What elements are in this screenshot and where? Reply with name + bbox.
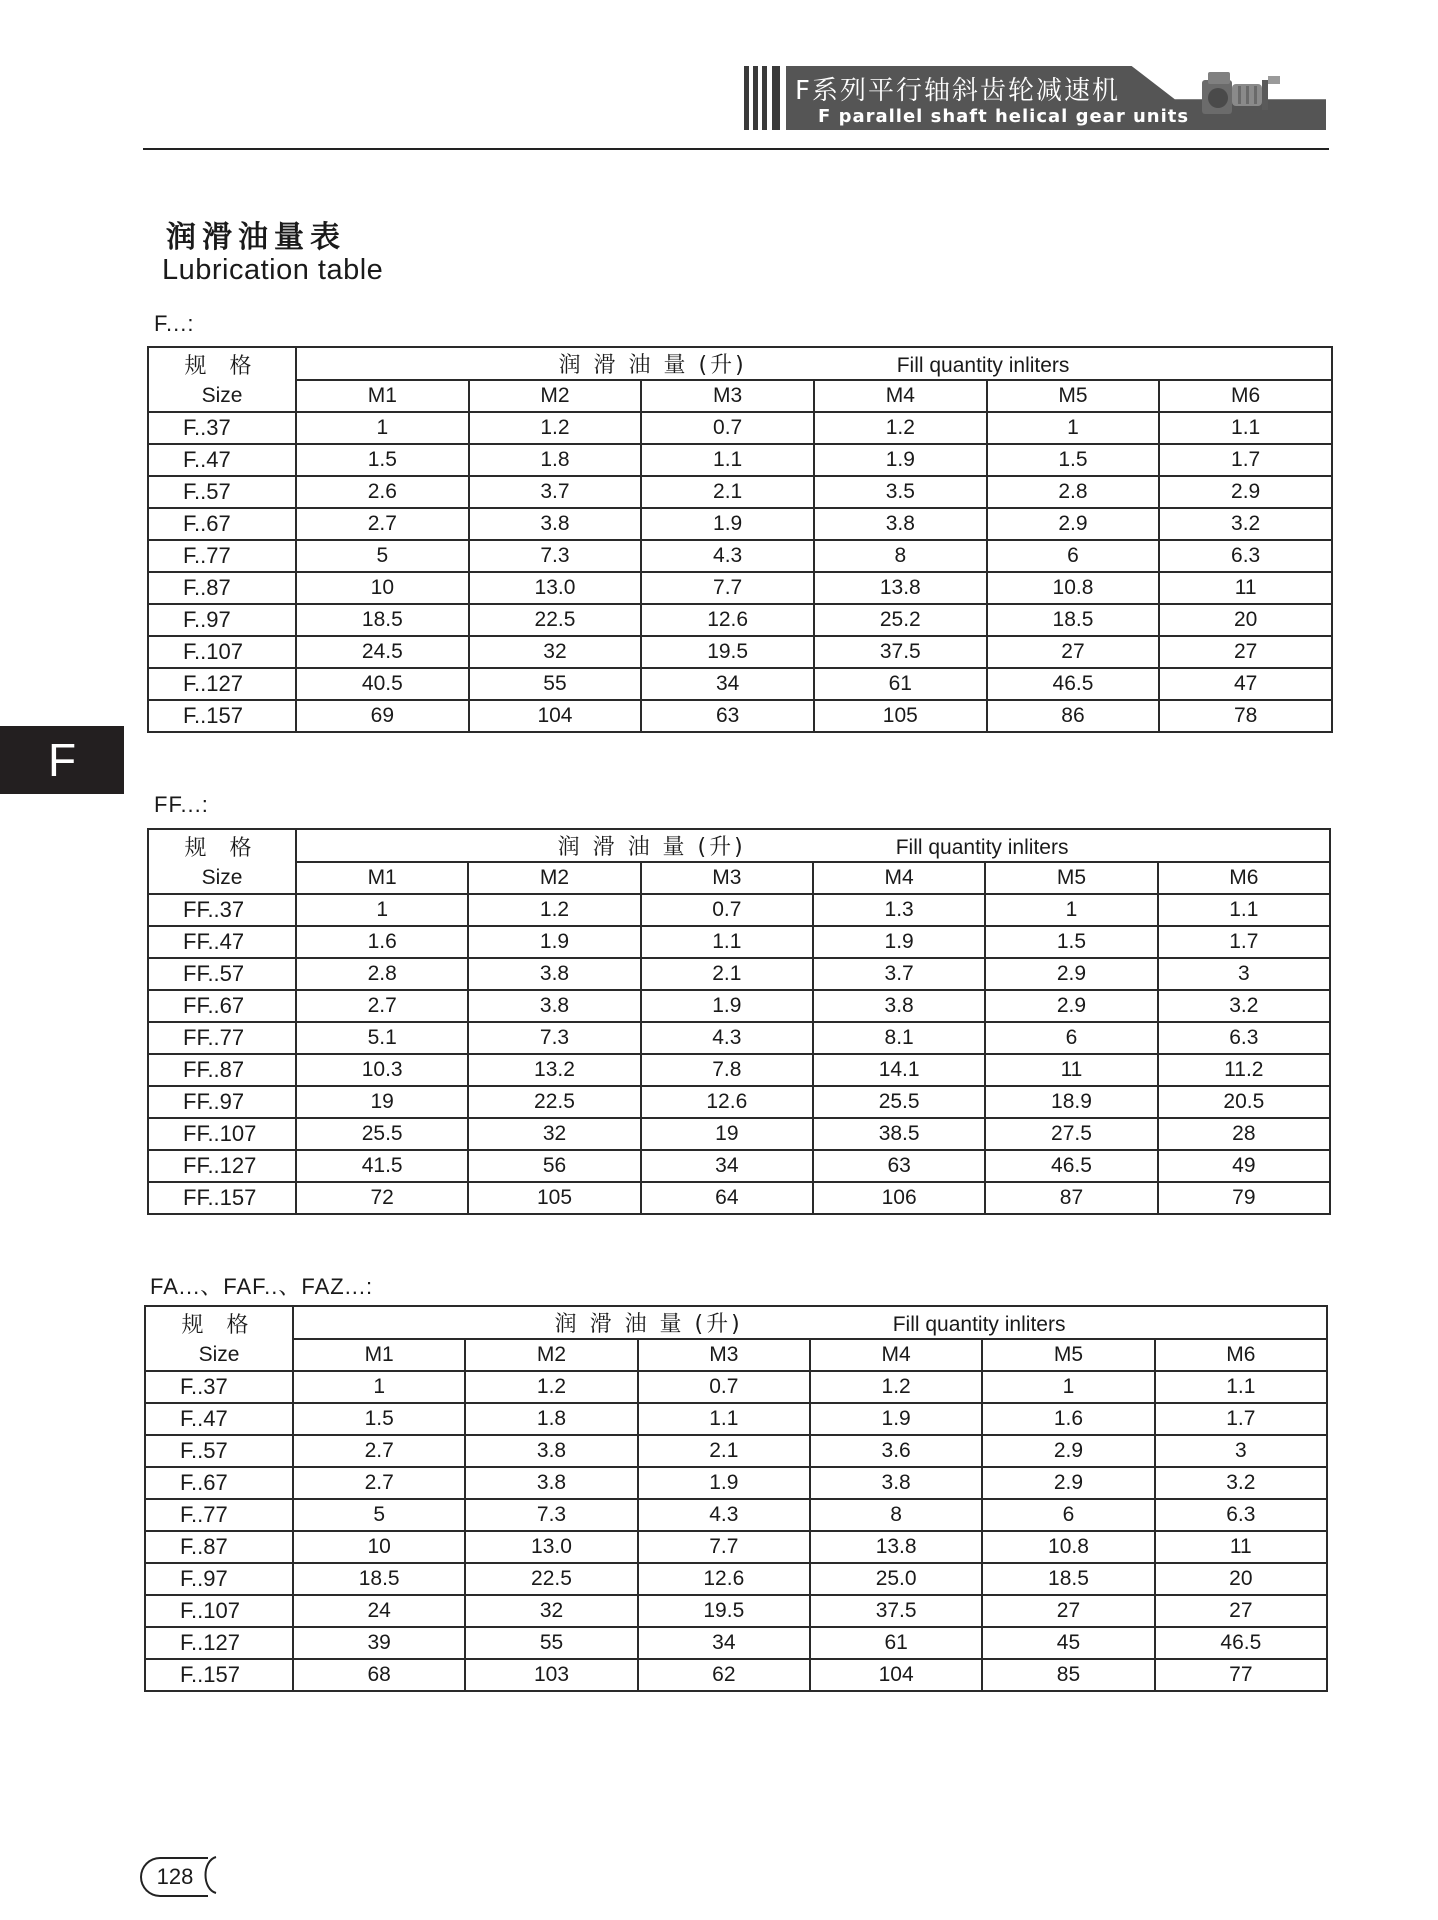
fill-label-cn: 润 滑 油 量 (升)	[557, 835, 746, 860]
size-cell: F..97	[145, 1563, 293, 1595]
column-header-m4: M4	[814, 380, 987, 412]
value-cell: 1.9	[468, 926, 640, 958]
table-column-row	[148, 380, 1332, 412]
value-cell: 1.9	[638, 1467, 810, 1499]
value-cell: 1	[296, 412, 469, 444]
table-row	[148, 1054, 1330, 1086]
value-cell: 12.6	[638, 1563, 810, 1595]
value-cell: 3.8	[810, 1467, 982, 1499]
column-header-m4: M4	[810, 1339, 982, 1371]
value-cell: 1.5	[985, 926, 1157, 958]
value-cell: 1.7	[1159, 444, 1332, 476]
size-cell: FF..47	[148, 926, 296, 958]
value-cell: 3.2	[1159, 508, 1332, 540]
size-header-cell: Size	[148, 862, 296, 894]
value-cell: 34	[641, 1150, 813, 1182]
value-cell: 34	[638, 1627, 810, 1659]
gear-motor-icon	[1198, 62, 1282, 124]
value-cell: 46.5	[985, 1150, 1157, 1182]
value-cell: 1.5	[987, 444, 1160, 476]
value-cell: 1.5	[293, 1403, 465, 1435]
column-header-m1: M1	[293, 1339, 465, 1371]
fill-quantity-header	[296, 829, 1330, 862]
value-cell: 10.3	[296, 1054, 468, 1086]
fill-label-en: Fill quantity inliters	[895, 836, 1069, 859]
value-cell: 2.9	[987, 508, 1160, 540]
value-cell: 3.2	[1155, 1467, 1327, 1499]
value-cell: 7.3	[465, 1499, 637, 1531]
value-cell: 1.8	[469, 444, 642, 476]
table-label-fa: FA...、FAF..、FAZ...:	[150, 1274, 374, 1299]
value-cell: 0.7	[641, 412, 814, 444]
value-cell: 1.2	[814, 412, 987, 444]
size-cell: F..97	[148, 604, 296, 636]
size-cell: F..127	[148, 668, 296, 700]
value-cell: 3.7	[813, 958, 985, 990]
value-cell: 77	[1155, 1659, 1327, 1691]
column-header-m6: M6	[1159, 380, 1332, 412]
value-cell: 2.6	[296, 476, 469, 508]
value-cell: 11	[985, 1054, 1157, 1086]
header-rule	[143, 148, 1329, 150]
value-cell: 3.8	[468, 990, 640, 1022]
value-cell: 37.5	[810, 1595, 982, 1627]
size-cell: F..157	[148, 700, 296, 732]
value-cell: 4.3	[641, 540, 814, 572]
value-cell: 13.2	[468, 1054, 640, 1086]
value-cell: 2.1	[638, 1435, 810, 1467]
size-cell: F..37	[145, 1371, 293, 1403]
size-cell: F..67	[145, 1467, 293, 1499]
table-row	[145, 1595, 1327, 1627]
column-header-m2: M2	[468, 862, 640, 894]
value-cell: 1.2	[465, 1371, 637, 1403]
value-cell: 2.7	[293, 1467, 465, 1499]
value-cell: 3.8	[814, 508, 987, 540]
value-cell: 1.9	[814, 444, 987, 476]
table-header-row	[148, 829, 1330, 862]
value-cell: 1.2	[469, 412, 642, 444]
table-row	[148, 700, 1332, 732]
value-cell: 18.5	[982, 1563, 1154, 1595]
table-row	[148, 1022, 1330, 1054]
value-cell: 63	[641, 700, 814, 732]
value-cell: 18.9	[985, 1086, 1157, 1118]
value-cell: 10.8	[982, 1531, 1154, 1563]
value-cell: 3.8	[465, 1435, 637, 1467]
value-cell: 61	[810, 1627, 982, 1659]
column-header-m1: M1	[296, 380, 469, 412]
value-cell: 7.7	[638, 1531, 810, 1563]
value-cell: 12.6	[641, 604, 814, 636]
header-title-cn: F系列平行轴斜齿轮减速机	[795, 76, 1120, 106]
value-cell: 8	[814, 540, 987, 572]
value-cell: 87	[985, 1182, 1157, 1214]
value-cell: 1.1	[1159, 412, 1332, 444]
value-cell: 4.3	[638, 1499, 810, 1531]
table-row	[148, 508, 1332, 540]
table-row	[145, 1499, 1327, 1531]
value-cell: 13.0	[469, 572, 642, 604]
fill-label-en: Fill quantity inliters	[892, 1313, 1066, 1336]
column-header-m1: M1	[296, 862, 468, 894]
value-cell: 7.7	[641, 572, 814, 604]
value-cell: 3.8	[469, 508, 642, 540]
value-cell: 13.8	[810, 1531, 982, 1563]
value-cell: 40.5	[296, 668, 469, 700]
value-cell: 6.3	[1159, 540, 1332, 572]
table-row	[145, 1371, 1327, 1403]
spec-label-cn: 规 格	[184, 353, 260, 379]
value-cell: 1.1	[1158, 894, 1330, 926]
value-cell: 24.5	[296, 636, 469, 668]
value-cell: 11	[1155, 1531, 1327, 1563]
table-row	[145, 1627, 1327, 1659]
size-cell: FF..37	[148, 894, 296, 926]
value-cell: 105	[814, 700, 987, 732]
table-row	[148, 412, 1332, 444]
lubrication-table-fa	[144, 1305, 1328, 1692]
table-row	[148, 540, 1332, 572]
value-cell: 2.1	[641, 958, 813, 990]
value-cell: 32	[469, 636, 642, 668]
value-cell: 28	[1158, 1118, 1330, 1150]
value-cell: 18.5	[987, 604, 1160, 636]
value-cell: 37.5	[814, 636, 987, 668]
column-header-m5: M5	[985, 862, 1157, 894]
size-cell: FF..57	[148, 958, 296, 990]
value-cell: 63	[813, 1150, 985, 1182]
value-cell: 79	[1158, 1182, 1330, 1214]
value-cell: 2.9	[982, 1435, 1154, 1467]
value-cell: 55	[465, 1627, 637, 1659]
value-cell: 56	[468, 1150, 640, 1182]
table-row	[145, 1563, 1327, 1595]
value-cell: 11	[1159, 572, 1332, 604]
table-row	[145, 1531, 1327, 1563]
value-cell: 2.9	[1159, 476, 1332, 508]
table-label-f: F...:	[154, 311, 195, 336]
value-cell: 6	[987, 540, 1160, 572]
value-cell: 10.8	[987, 572, 1160, 604]
value-cell: 61	[814, 668, 987, 700]
value-cell: 2.9	[985, 958, 1157, 990]
table-row	[145, 1435, 1327, 1467]
value-cell: 78	[1159, 700, 1332, 732]
table-row	[148, 476, 1332, 508]
value-cell: 1.9	[641, 508, 814, 540]
value-cell: 0.7	[638, 1371, 810, 1403]
size-header-cell: Size	[148, 380, 296, 412]
value-cell: 1.6	[982, 1403, 1154, 1435]
value-cell: 7.3	[469, 540, 642, 572]
value-cell: 2.9	[982, 1467, 1154, 1499]
fill-label-en: Fill quantity inliters	[896, 354, 1070, 377]
size-cell: FF..97	[148, 1086, 296, 1118]
value-cell: 1.6	[296, 926, 468, 958]
value-cell: 62	[638, 1659, 810, 1691]
value-cell: 3	[1158, 958, 1330, 990]
size-cell: F..157	[145, 1659, 293, 1691]
value-cell: 6.3	[1155, 1499, 1327, 1531]
value-cell: 41.5	[296, 1150, 468, 1182]
value-cell: 1	[982, 1371, 1154, 1403]
table-row	[148, 636, 1332, 668]
size-cell: F..87	[145, 1531, 293, 1563]
page-title-cn: 润滑油量表	[166, 220, 346, 255]
table-row	[148, 1118, 1330, 1150]
size-cell: F..107	[145, 1595, 293, 1627]
value-cell: 1.2	[468, 894, 640, 926]
value-cell: 2.8	[296, 958, 468, 990]
value-cell: 2.7	[296, 990, 468, 1022]
value-cell: 27	[982, 1595, 1154, 1627]
value-cell: 27.5	[985, 1118, 1157, 1150]
value-cell: 22.5	[469, 604, 642, 636]
value-cell: 103	[465, 1659, 637, 1691]
value-cell: 46.5	[1155, 1627, 1327, 1659]
fill-quantity-header	[296, 347, 1332, 380]
value-cell: 22.5	[468, 1086, 640, 1118]
value-cell: 1.7	[1158, 926, 1330, 958]
value-cell: 13.8	[814, 572, 987, 604]
value-cell: 22.5	[465, 1563, 637, 1595]
column-header-m4: M4	[813, 862, 985, 894]
value-cell: 64	[641, 1182, 813, 1214]
value-cell: 18.5	[296, 604, 469, 636]
size-cell: FF..157	[148, 1182, 296, 1214]
value-cell: 1.5	[296, 444, 469, 476]
table-row	[148, 926, 1330, 958]
value-cell: 20	[1159, 604, 1332, 636]
table-header-row	[145, 1306, 1327, 1339]
size-cell: F..47	[148, 444, 296, 476]
value-cell: 2.7	[296, 508, 469, 540]
value-cell: 1.7	[1155, 1403, 1327, 1435]
size-cell: FF..77	[148, 1022, 296, 1054]
value-cell: 104	[810, 1659, 982, 1691]
value-cell: 20.5	[1158, 1086, 1330, 1118]
value-cell: 1.1	[641, 444, 814, 476]
value-cell: 1.9	[813, 926, 985, 958]
column-header-m5: M5	[982, 1339, 1154, 1371]
table-row	[148, 1150, 1330, 1182]
value-cell: 3.2	[1158, 990, 1330, 1022]
fill-quantity-header	[293, 1306, 1327, 1339]
value-cell: 25.0	[810, 1563, 982, 1595]
value-cell: 32	[465, 1595, 637, 1627]
fill-label-cn: 润 滑 油 量 (升)	[558, 353, 747, 378]
value-cell: 1	[985, 894, 1157, 926]
table-row	[148, 894, 1330, 926]
value-cell: 10	[293, 1531, 465, 1563]
value-cell: 49	[1158, 1150, 1330, 1182]
value-cell: 85	[982, 1659, 1154, 1691]
spec-header-cell	[145, 1306, 293, 1339]
value-cell: 1.9	[810, 1403, 982, 1435]
value-cell: 1	[296, 894, 468, 926]
value-cell: 1.1	[638, 1403, 810, 1435]
page-title-en: Lubrication table	[162, 254, 384, 286]
column-header-m2: M2	[465, 1339, 637, 1371]
table-row	[148, 604, 1332, 636]
value-cell: 19.5	[638, 1595, 810, 1627]
table-row	[145, 1467, 1327, 1499]
fill-label-cn: 润 滑 油 量 (升)	[554, 1312, 743, 1337]
value-cell: 18.5	[293, 1563, 465, 1595]
table-row	[148, 572, 1332, 604]
value-cell: 55	[469, 668, 642, 700]
value-cell: 38.5	[813, 1118, 985, 1150]
spec-header-cell	[148, 347, 296, 380]
value-cell: 47	[1159, 668, 1332, 700]
spec-label-cn: 规 格	[181, 1312, 257, 1338]
value-cell: 68	[293, 1659, 465, 1691]
value-cell: 1.3	[813, 894, 985, 926]
value-cell: 5	[293, 1499, 465, 1531]
value-cell: 25.2	[814, 604, 987, 636]
size-cell: FF..87	[148, 1054, 296, 1086]
page-number: 128	[140, 1857, 208, 1897]
value-cell: 2.1	[641, 476, 814, 508]
value-cell: 19.5	[641, 636, 814, 668]
size-cell: F..127	[145, 1627, 293, 1659]
lubrication-table-f	[147, 346, 1333, 733]
value-cell: 46.5	[987, 668, 1160, 700]
value-cell: 19	[641, 1118, 813, 1150]
value-cell: 3.8	[468, 958, 640, 990]
value-cell: 45	[982, 1627, 1154, 1659]
value-cell: 34	[641, 668, 814, 700]
value-cell: 3	[1155, 1435, 1327, 1467]
size-header-cell: Size	[145, 1339, 293, 1371]
size-cell: F..57	[148, 476, 296, 508]
table-row	[148, 1086, 1330, 1118]
table-label-ff: FF...:	[154, 792, 209, 817]
value-cell: 6	[985, 1022, 1157, 1054]
table-column-row	[145, 1339, 1327, 1371]
value-cell: 1	[293, 1371, 465, 1403]
value-cell: 7.3	[468, 1022, 640, 1054]
size-cell: F..87	[148, 572, 296, 604]
value-cell: 2.8	[987, 476, 1160, 508]
value-cell: 8.1	[813, 1022, 985, 1054]
size-cell: F..77	[145, 1499, 293, 1531]
size-cell: F..67	[148, 508, 296, 540]
value-cell: 12.6	[641, 1086, 813, 1118]
table-header-row	[148, 347, 1332, 380]
table-row	[148, 958, 1330, 990]
value-cell: 69	[296, 700, 469, 732]
spec-header-cell	[148, 829, 296, 862]
value-cell: 7.8	[641, 1054, 813, 1086]
value-cell: 6.3	[1158, 1022, 1330, 1054]
value-cell: 106	[813, 1182, 985, 1214]
column-header-m3: M3	[638, 1339, 810, 1371]
table-row	[148, 444, 1332, 476]
value-cell: 3.7	[469, 476, 642, 508]
size-cell: F..37	[148, 412, 296, 444]
column-header-m3: M3	[641, 862, 813, 894]
table-row	[145, 1403, 1327, 1435]
value-cell: 39	[293, 1627, 465, 1659]
value-cell: 11.2	[1158, 1054, 1330, 1086]
table-row	[148, 990, 1330, 1022]
column-header-m6: M6	[1158, 862, 1330, 894]
value-cell: 5	[296, 540, 469, 572]
value-cell: 4.3	[641, 1022, 813, 1054]
value-cell: 3.5	[814, 476, 987, 508]
value-cell: 86	[987, 700, 1160, 732]
value-cell: 20	[1155, 1563, 1327, 1595]
page-number-bracket	[196, 1855, 218, 1895]
header-title-en: F parallel shaft helical gear units	[818, 106, 1190, 127]
column-header-m2: M2	[469, 380, 642, 412]
table-row	[148, 1182, 1330, 1214]
value-cell: 8	[810, 1499, 982, 1531]
section-tab-f: F	[0, 726, 124, 794]
value-cell: 24	[293, 1595, 465, 1627]
value-cell: 27	[1155, 1595, 1327, 1627]
value-cell: 14.1	[813, 1054, 985, 1086]
value-cell: 105	[468, 1182, 640, 1214]
value-cell: 2.9	[985, 990, 1157, 1022]
size-cell: FF..67	[148, 990, 296, 1022]
value-cell: 19	[296, 1086, 468, 1118]
lubrication-table-ff	[147, 828, 1331, 1215]
size-cell: F..107	[148, 636, 296, 668]
value-cell: 5.1	[296, 1022, 468, 1054]
table-row	[145, 1659, 1327, 1691]
spec-label-cn: 规 格	[184, 835, 260, 861]
value-cell: 1.8	[465, 1403, 637, 1435]
value-cell: 13.0	[465, 1531, 637, 1563]
column-header-m5: M5	[987, 380, 1160, 412]
column-header-m3: M3	[641, 380, 814, 412]
value-cell: 1.1	[1155, 1371, 1327, 1403]
size-cell: F..47	[145, 1403, 293, 1435]
value-cell: 25.5	[813, 1086, 985, 1118]
column-header-m6: M6	[1155, 1339, 1327, 1371]
value-cell: 104	[469, 700, 642, 732]
value-cell: 32	[468, 1118, 640, 1150]
value-cell: 1	[987, 412, 1160, 444]
value-cell: 3.8	[813, 990, 985, 1022]
value-cell: 72	[296, 1182, 468, 1214]
value-cell: 1.2	[810, 1371, 982, 1403]
value-cell: 0.7	[641, 894, 813, 926]
table-row	[148, 668, 1332, 700]
value-cell: 1.9	[641, 990, 813, 1022]
value-cell: 27	[987, 636, 1160, 668]
value-cell: 3.6	[810, 1435, 982, 1467]
value-cell: 2.7	[293, 1435, 465, 1467]
size-cell: F..77	[148, 540, 296, 572]
size-cell: FF..127	[148, 1150, 296, 1182]
size-cell: FF..107	[148, 1118, 296, 1150]
value-cell: 3.8	[465, 1467, 637, 1499]
size-cell: F..57	[145, 1435, 293, 1467]
value-cell: 1.1	[641, 926, 813, 958]
value-cell: 6	[982, 1499, 1154, 1531]
value-cell: 25.5	[296, 1118, 468, 1150]
value-cell: 27	[1159, 636, 1332, 668]
value-cell: 10	[296, 572, 469, 604]
table-column-row	[148, 862, 1330, 894]
